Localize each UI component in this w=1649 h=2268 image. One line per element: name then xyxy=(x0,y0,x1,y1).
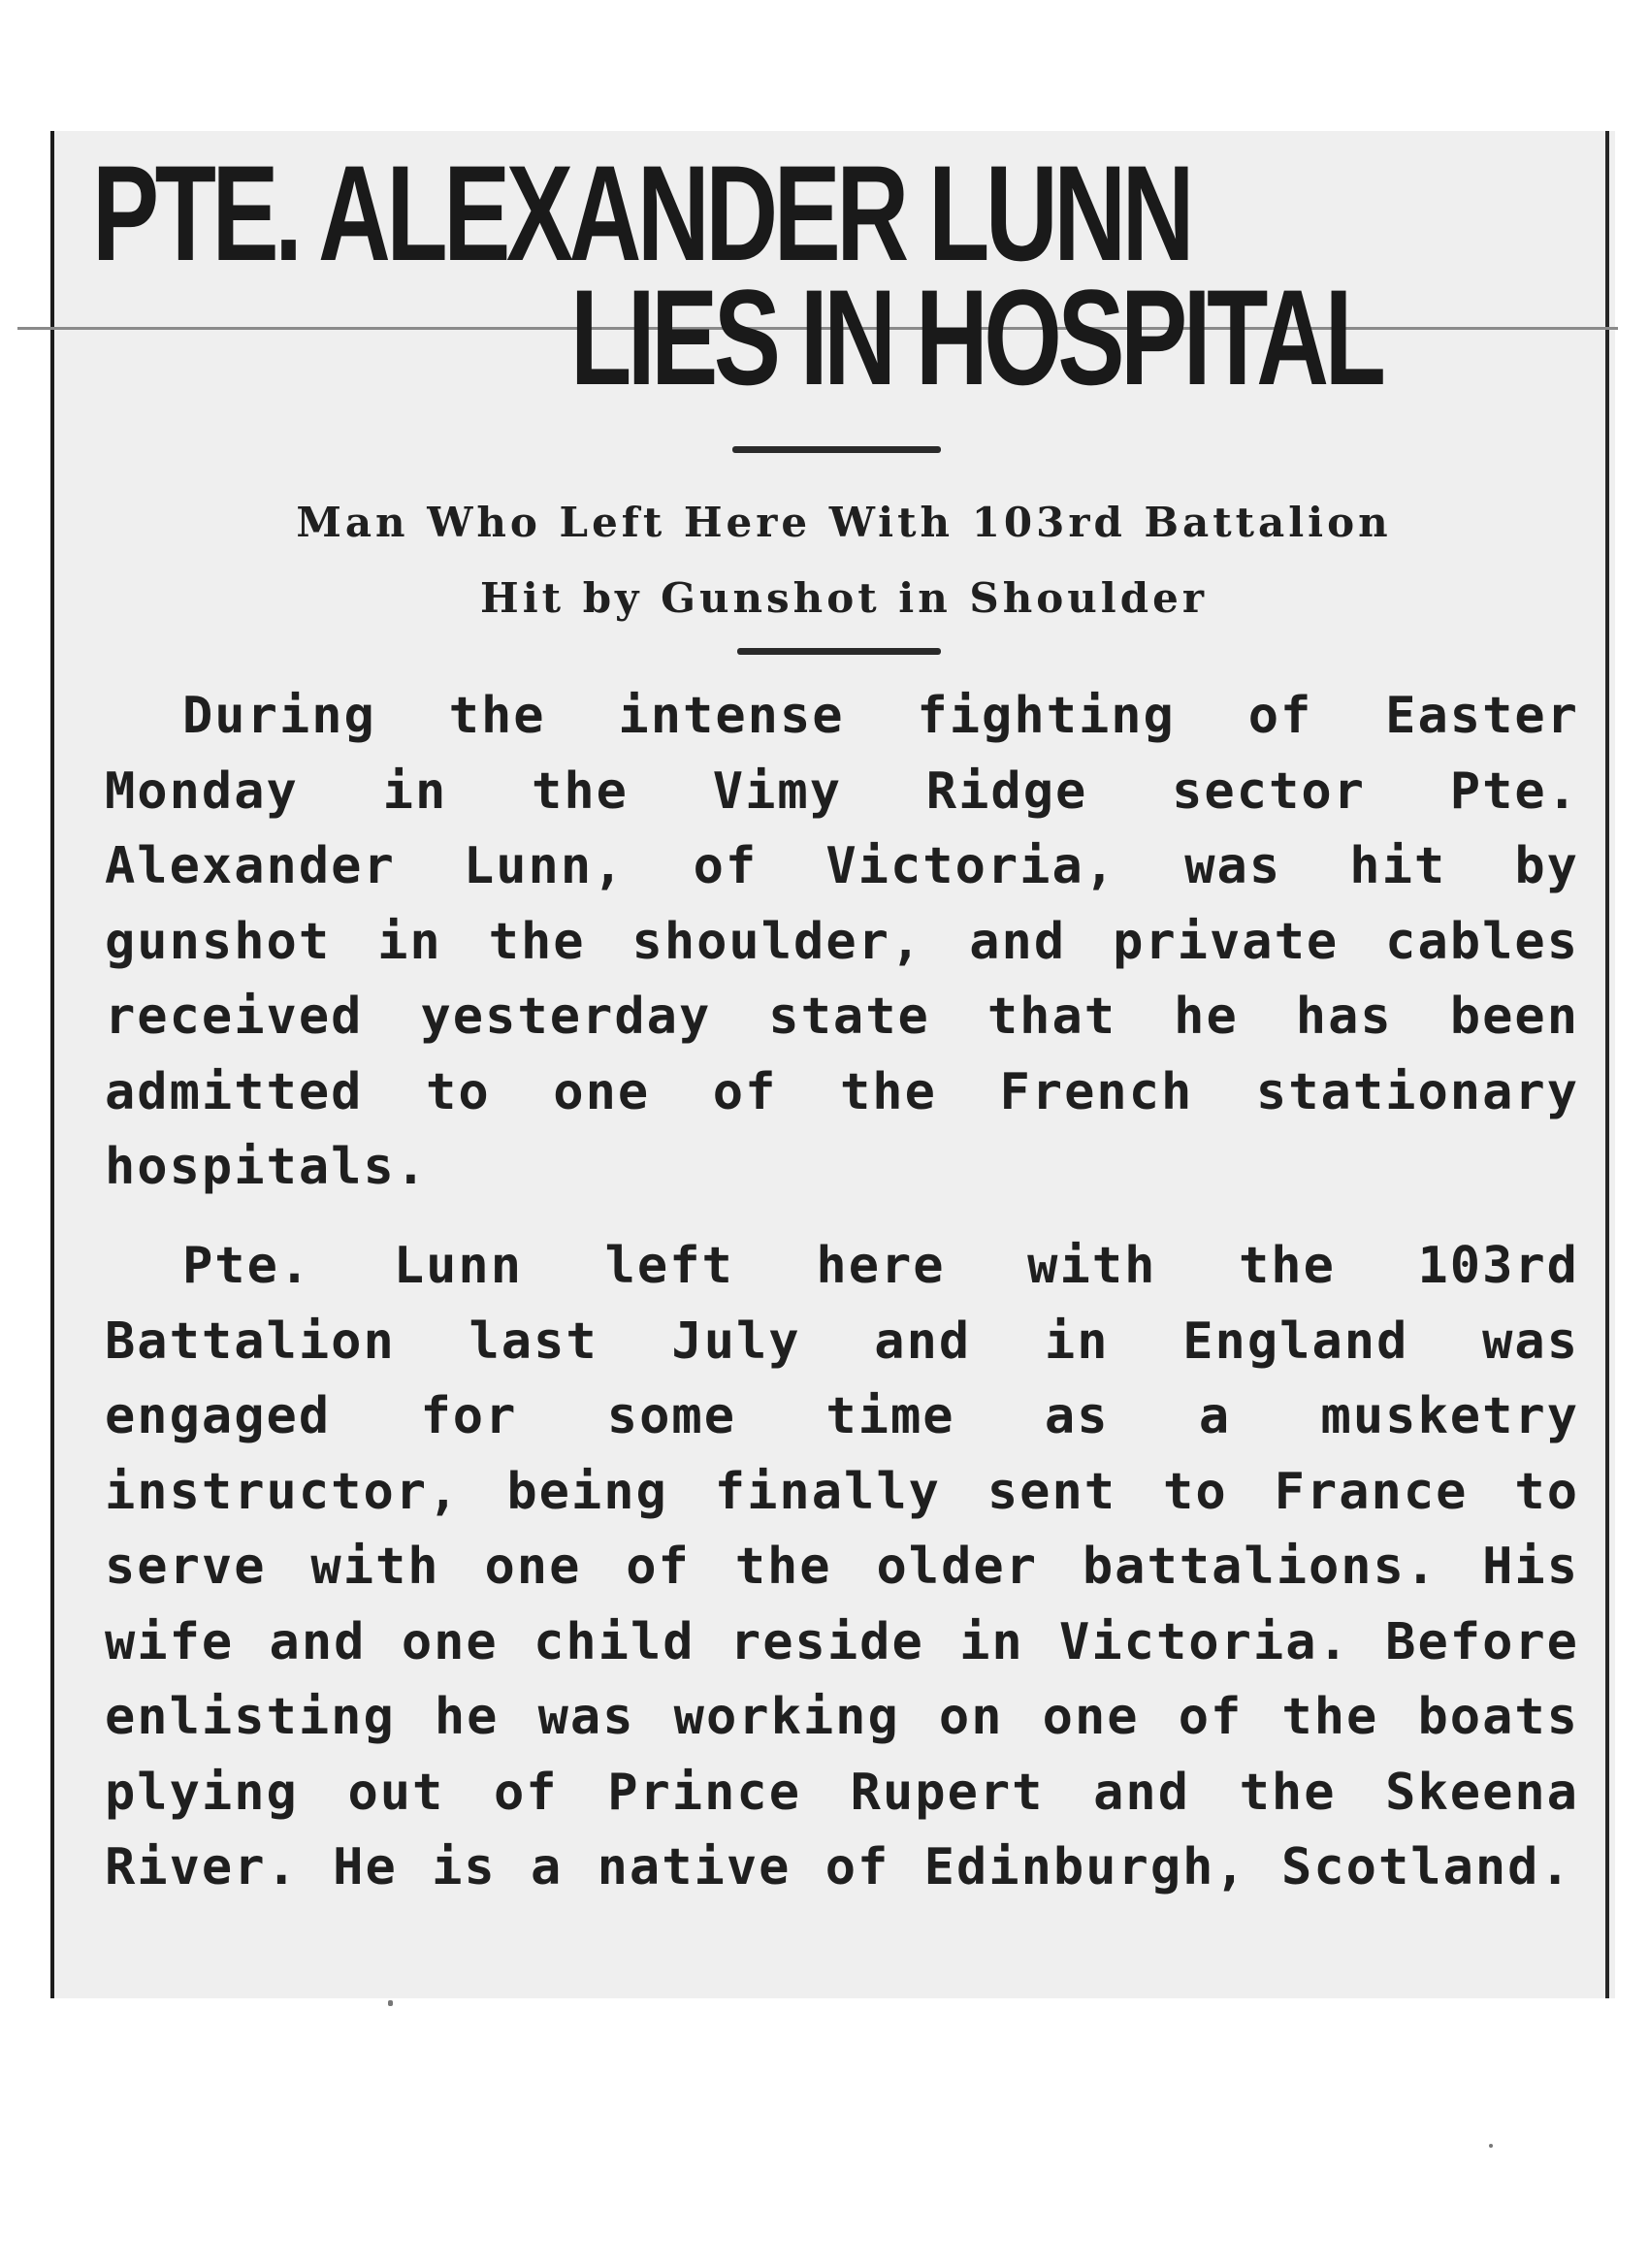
print-speck xyxy=(1489,2144,1493,2148)
clipping-edge xyxy=(24,131,51,1998)
article-paragraph-1: During the intense fighting of Easter Monday in the Vimy Ridge sector Pte. Alexander Lunn, of Victoria, was hit by gunshot in the shoulder, and private cables received yesterday state that he has been admitted to one of the French stationary hospitals. xyxy=(105,687,1579,1196)
subheadline xyxy=(107,485,1581,636)
headline-line-2: LIES IN HOSPITAL xyxy=(570,261,1382,413)
divider-rule-top xyxy=(732,446,941,453)
article-paragraph-2: Pte. Lunn left here with the 103rd Battalion last July and in England was engaged for some time as a musketry instructor, being finally sent to France to serve with one of the older battalions. His wife and one child reside in Victoria. Before enlisting he was working on one of the boats plying out of Prince Rupert and the Skeena River. He is a native of Edinburgh, Scotland. xyxy=(105,1237,1579,1896)
headline-line-1: PTE. ALEXANDER LUNN xyxy=(92,137,1191,289)
divider-rule-bottom xyxy=(737,648,941,655)
column-rule-left xyxy=(50,131,54,1998)
print-speck xyxy=(388,2000,393,2006)
subheadline-line-1: Man Who Left Here With 103rd Battalion xyxy=(296,499,1392,546)
column-rule-right xyxy=(1605,131,1609,1998)
subheadline-line-2: Hit by Gunshot in Shoulder xyxy=(480,574,1208,622)
